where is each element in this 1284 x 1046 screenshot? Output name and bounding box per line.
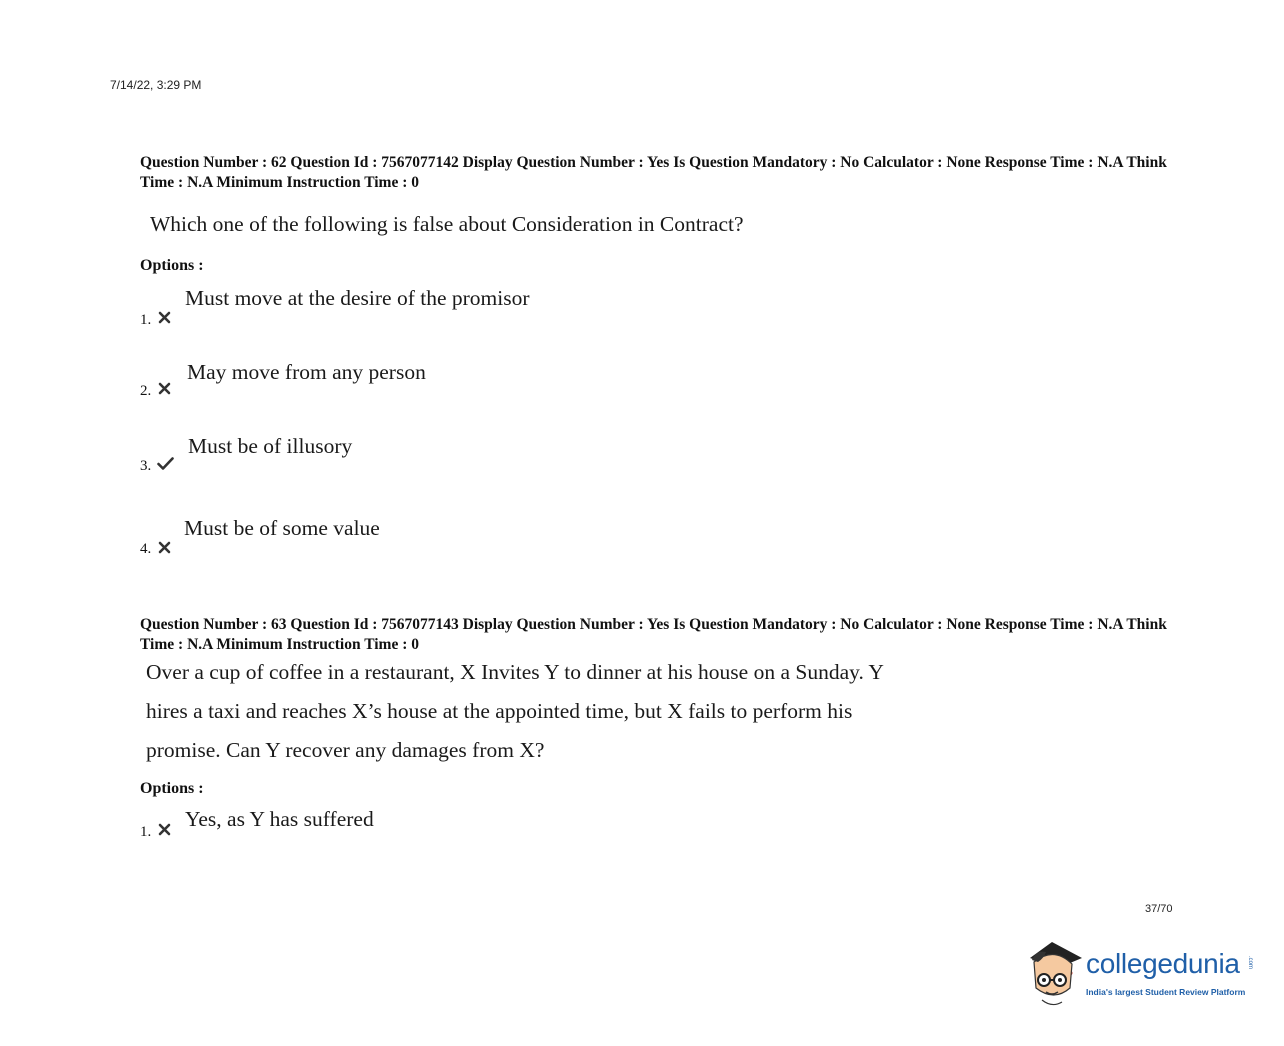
option-number: 2. — [140, 383, 152, 399]
cross-mark-icon — [158, 823, 172, 837]
question-62-options-label: Options : — [140, 257, 204, 274]
question-63-text-line-2: hires a taxi and reaches X’s house at the appointed time, but X fails to perform his — [146, 699, 853, 723]
logo-suffix: .com — [1247, 956, 1253, 970]
question-63-text-line-3: promise. Can Y recover any damages from X? — [146, 738, 545, 762]
cross-mark-icon — [158, 382, 172, 396]
page-number: 37/70 — [1145, 903, 1173, 915]
option-text: Yes, as Y has suffered — [185, 807, 374, 831]
collegedunia-logo — [1024, 938, 1264, 1010]
question-62-text: Which one of the following is false about Consideration in Contract? — [150, 212, 744, 236]
option-number: 1. — [140, 824, 152, 840]
mascot-icon — [1024, 938, 1086, 1008]
option-text: May move from any person — [187, 360, 426, 384]
option-number: 4. — [140, 541, 152, 557]
logo-tagline: India's largest Student Review Platform — [1086, 987, 1246, 997]
question-63-meta: Question Number : 63 Question Id : 7567077143 Display Question Number : Yes Is Question Mandatory : No Calculator : None Response Time : N.A Think Time : N.A Minimum Instruction Time : 0 — [140, 616, 1167, 653]
option-number: 3. — [140, 458, 152, 474]
question-63-options-label: Options : — [140, 780, 204, 797]
check-mark-icon — [157, 457, 174, 471]
option-text: Must be of illusory — [188, 434, 353, 458]
cross-mark-icon — [158, 311, 172, 325]
option-number: 1. — [140, 312, 152, 328]
question-62-meta: Question Number : 62 Question Id : 7567077142 Display Question Number : Yes Is Question Mandatory : No Calculator : None Response Time : N.A Think Time : N.A Minimum Instruction Time : 0 — [140, 154, 1167, 191]
question-63-text-line-1: Over a cup of coffee in a restaurant, X Invites Y to dinner at his house on a Sunday. Y — [146, 660, 884, 684]
logo-name: collegedunia — [1086, 948, 1240, 979]
cross-mark-icon — [158, 541, 172, 555]
option-text: Must move at the desire of the promisor — [185, 286, 530, 310]
option-text: Must be of some value — [184, 516, 380, 540]
timestamp: 7/14/22, 3:29 PM — [110, 78, 202, 92]
